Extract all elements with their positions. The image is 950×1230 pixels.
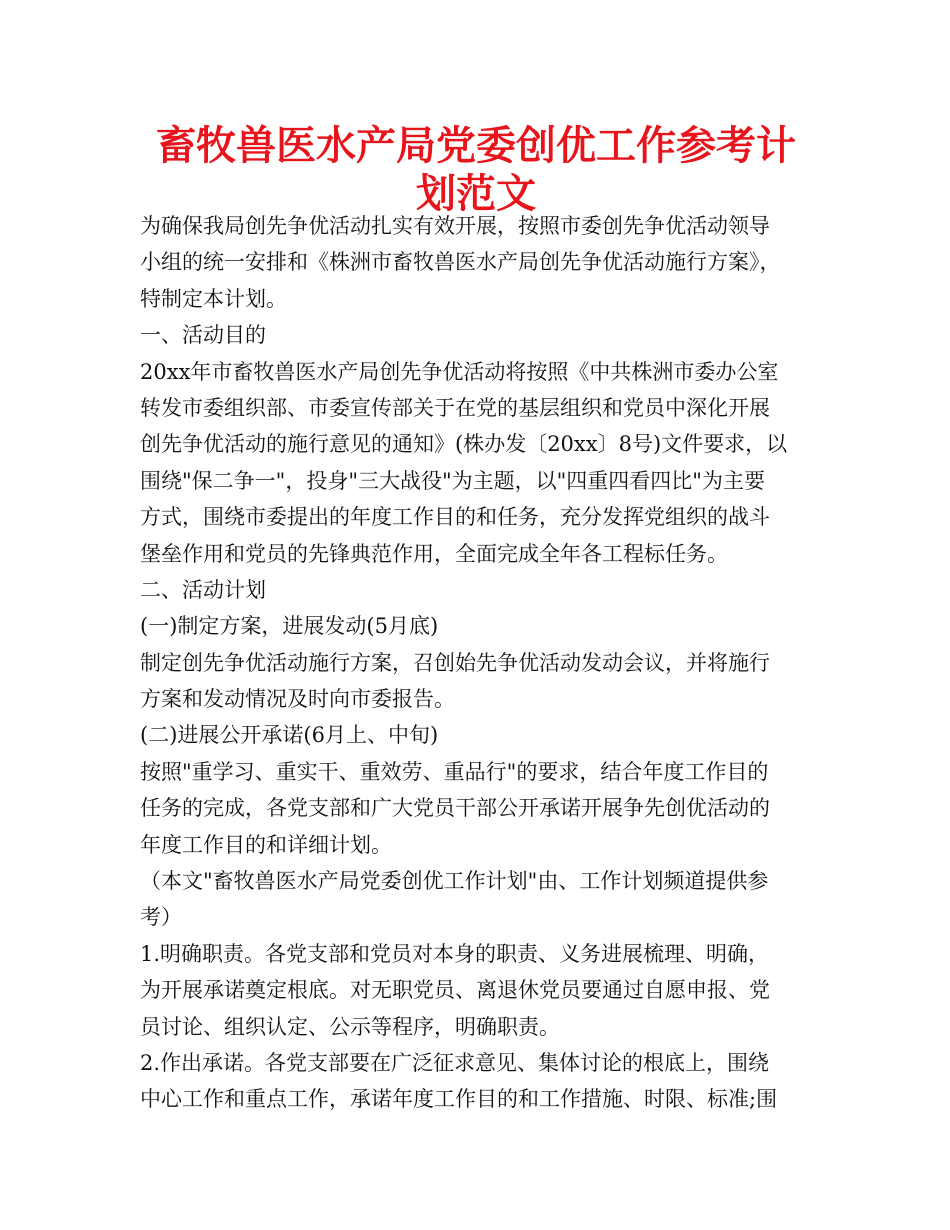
body-line: 一、活动目的 [140,323,266,348]
body-line: 按照"重学习、重实干、重效劳、重品行"的要求，结合年度工作目的 [140,759,769,784]
body-line: 2.作出承诺。各党支部要在广泛征求意见、集体讨论的根底上，围绕 [140,1050,770,1075]
body-line: 方案和发动情况及时向市委报告。 [140,687,455,712]
body-line: 考） [140,905,182,930]
body-line: 中心工作和重点工作，承诺年度工作目的和工作措施、时限、标准;围 [140,1087,778,1112]
body-line: 年度工作目的和详细计划。 [140,832,392,857]
body-line: 1.明确职责。各党支部和党员对本身的职责、义务进展梳理、明确， [140,941,770,966]
body-line: 为开展承诺奠定根底。对无职党员、离退休党员要通过自愿申报、党 [140,978,770,1003]
body-line: 员讨论、组织认定、公示等程序，明确职责。 [140,1014,560,1039]
document-body [140,208,815,1118]
body-line: 20xx年市畜牧兽医水产局创先争优活动将按照《中共株洲市委办公室 [140,359,779,384]
body-line: 小组的统一安排和《株洲市畜牧兽医水产局创先争优活动施行方案》， [140,250,781,275]
body-line: 特制定本计划。 [140,286,287,311]
body-line: 创先争优活动的施行意见的通知》(株办发〔20xx〕8号)文件要求，以 [140,432,788,457]
body-line: 围绕"保二争一"，投身"三大战役"为主题，以"四重四看四比"为主要 [140,468,765,493]
body-line: 任务的完成，各党支部和广大党员干部公开承诺开展争先创优活动的 [140,796,770,821]
body-line: 方式，围绕市委提出的年度工作目的和任务，充分发挥党组织的战斗 [140,505,770,530]
body-line: 转发市委组织部、市委宣传部关于在党的基层组织和党员中深化开展 [140,395,770,420]
body-line: （本文"畜牧兽医水产局党委创优工作计划"由、工作计划频道提供参 [140,869,769,894]
body-line: 堡垒作用和党员的先锋典范作用，全面完成全年各工程标任务。 [140,541,728,566]
page-title: 畜牧兽医水产局党委创优工作参考计划范文 [156,123,796,217]
body-line: 为确保我局创先争优活动扎实有效开展，按照市委创先争优活动领导 [140,214,770,238]
body-line: 二、活动计划 [140,577,266,602]
body-line: 制定创先争优活动施行方案，召创始先争优活动发动会议，并将施行 [140,650,770,675]
body-line: (二)进展公开承诺(6月上、中旬) [140,723,439,748]
body-line: (一)制定方案，进展发动(5月底) [140,614,439,639]
